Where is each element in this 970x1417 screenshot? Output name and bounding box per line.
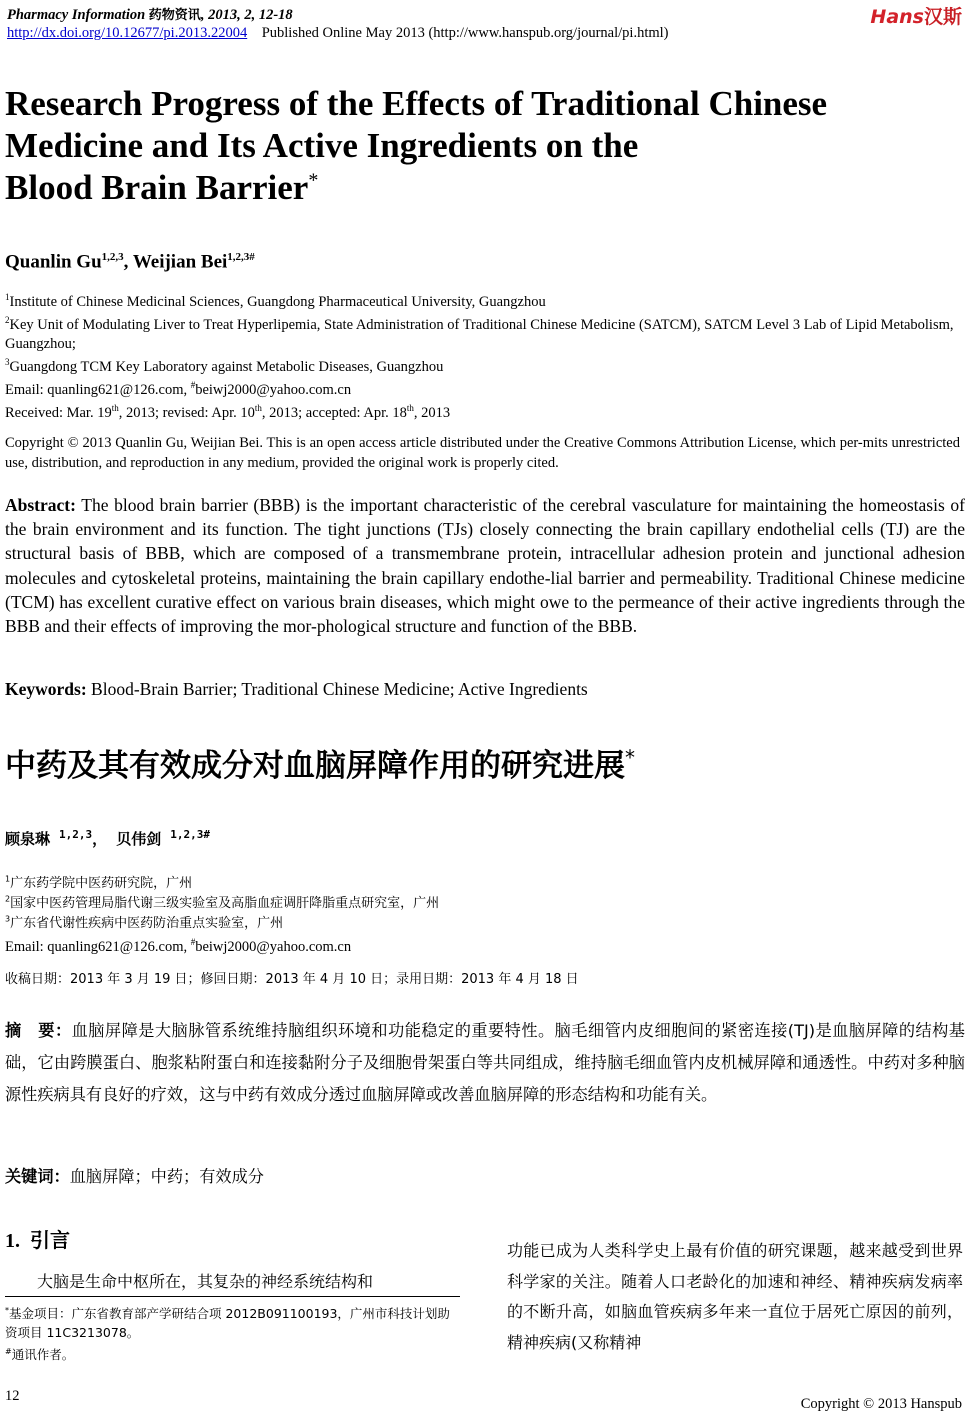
author-1: Quanlin Gu — [5, 251, 102, 273]
abstract-zh-label: 摘 要： — [5, 1021, 72, 1040]
footer-copyright: Copyright © 2013 Hanspub — [800, 1396, 962, 1412]
affiliation-1: $^1$Institute of Chinese Medicinal Sciences, Guangdong Pharmaceutical University, Guangzhou — [5, 292, 546, 310]
english-title — [5, 83, 905, 209]
abstract-zh-text: 血脑屏障是大脑脉管系统维持脑组织环境和功能稳定的重要特性。脑毛细管内皮细胞间的紧密连接(TJ)是血脑屏障的结构基础，它由跨膜蛋白、胞浆粘附蛋白和连接黏附分子及细胞骨架蛋白等共同组成，维持脑毛细血管内皮机械屏障和通透性。中药对多种脑源性疾病具有良好的疗效，这与中药有效成分透过血脑屏障或改善血脑屏障的形态结构和功能有关。 — [5, 1021, 965, 1104]
journal-name: Pharmacy Information — [7, 7, 146, 23]
page-number: 12 — [5, 1388, 20, 1404]
footnotes — [5, 1301, 460, 1364]
affiliation-2: $^2$Key Unit of Modulating Liver to Treat Hyperlipemia, State Administration of Traditional Chinese Medicine (SATCM), SATCM Level 3 Lab of Lipid Metabolism, Guangzhou; — [5, 315, 954, 352]
author-zh-2: 贝伟剑 — [116, 830, 162, 848]
abstract-zh — [5, 1015, 965, 1111]
title-mark: * — [308, 169, 319, 192]
hans-logo — [870, 2, 962, 29]
affiliation-zh-2: $^2$国家中医药管理局脂代谢三级实验室及高脂血症调肝降脂重点研究室，广州 — [5, 894, 440, 911]
abstract-en — [5, 493, 965, 638]
title-zh-mark: * — [625, 745, 635, 770]
keywords-zh-text: 血脑屏障；中药；有效成分 — [69, 1167, 264, 1186]
keywords-en — [5, 679, 588, 700]
keywords-zh — [5, 1163, 264, 1187]
keywords-label: Keywords: — [5, 679, 87, 699]
body-right-column: 功能已成为人类科学史上最有价值的研究课题，越来越受到世界科学家的关注。随着人口老龄化的加速和神经、精神疾病发病率的不断升高，如脑血管疾病多年来一直位于居死亡原因的前列，精神疾病(又称精神 — [507, 1241, 963, 1352]
published-text: Published Online May 2013 (http://www.hanspub.org/journal/pi.html) — [261, 25, 669, 41]
journal-name-zh: 药物资讯 — [148, 8, 201, 23]
copyright-notice: Copyright © 2013 Quanlin Gu, Weijian Bei. This is an open access article distributed under the Creative Commons Attribution License, which per-mits unrestricted use, distribution, and reproduction in any medium, provided the original work is properly cited. — [5, 435, 960, 471]
journal-citation: , 2013, 2, 12-18 — [200, 7, 293, 23]
affiliation-zh-1: $^1$广东药学院中医药研究院，广州 — [5, 874, 193, 891]
body-left-column: 大脑是生命中枢所在，其复杂的神经系统结构和 — [37, 1272, 374, 1291]
title-line-2: Medicine and Its Active Ingredients on the — [5, 126, 639, 165]
doi-link[interactable]: http://dx.doi.org/10.12677/pi.2013.22004 — [7, 25, 248, 41]
abstract-label: Abstract: — [5, 495, 76, 515]
title-line-3: Blood Brain Barrier* — [5, 168, 319, 207]
dates-en: Received: Mar. 19th, 2013; revised: Apr. 10th, 2013; accepted: Apr. 18th, 2013 — [5, 403, 451, 421]
doi-line — [7, 25, 668, 42]
author-zh-1: 顾泉琳 — [5, 830, 51, 848]
logo-text-zh: 汉斯 — [923, 6, 962, 28]
logo-text: Hans — [870, 6, 924, 28]
journal-header — [7, 4, 293, 24]
email-zh: Email: quanling621@126.com, #beiwj2000@yahoo.com.cn — [5, 937, 352, 955]
author-2: Weijian Bei — [132, 251, 228, 273]
footnote-divider — [5, 1296, 460, 1297]
dates-zh: 收稿日期：2013 年 3 月 19 日；修回日期：2013 年 4 月 10 日；录用日期：2013 年 4 月 18 日 — [5, 972, 579, 987]
english-authors: Quanlin Gu$^{1,2,3}$, Weijian Bei$^{1,2,3\#}$ — [5, 251, 255, 273]
keywords-zh-label: 关键词： — [5, 1167, 70, 1186]
title-line-1: Research Progress of the Effects of Traditional Chinese — [5, 84, 828, 123]
email-en: Email: quanling621@126.com, #beiwj2000@yahoo.com.cn — [5, 380, 352, 399]
section-heading: 1. 引言 — [5, 1228, 70, 1252]
footnote-fund: *基金项目：广东省教育部产学研结合项 2012B091100193，广州市科技计划助资项目 11C3213078。 — [5, 1306, 450, 1341]
footnote-corresponding: #通讯作者。 — [5, 1347, 75, 1363]
chinese-authors: 顾泉琳 $^{1,2,3}$， 贝伟剑 $^{1,2,3\#}$ — [5, 828, 211, 848]
chinese-title: 中药及其有效成分对血脑屏障作用的研究进展* — [5, 745, 635, 784]
affiliation-zh-3: $^3$广东省代谢性疾病中医药防治重点实验室，广州 — [5, 914, 284, 931]
affiliations-en — [5, 288, 960, 400]
affiliation-3: $^3$Guangdong TCM Key Laboratory against Metabolic Diseases, Guangzhou — [5, 357, 444, 375]
keywords-text: Blood-Brain Barrier; Traditional Chinese Medicine; Active Ingredients — [91, 679, 588, 699]
abstract-text: The blood brain barrier (BBB) is the important characteristic of the cerebral vasculature for maintaining the homeostasis of the brain environment and its function. The tight junctions (TJs) closely connecting the brain capillary endothelial cells (TJ) are the structural basis of BBB, which are composed of a transmembrane protein, intracellular adhesion protein and junctional adhesion molecules and cytoskeletal proteins, maintaining the brain capillary endothe-lial barrier and permeability. Traditional Chinese medicine (TCM) has excellent curative effect on various brain diseases, which might owe to the permeance of their active ingredients through the BBB and their effects of improving the mor-phological structure and function of the BBB. — [5, 495, 965, 637]
